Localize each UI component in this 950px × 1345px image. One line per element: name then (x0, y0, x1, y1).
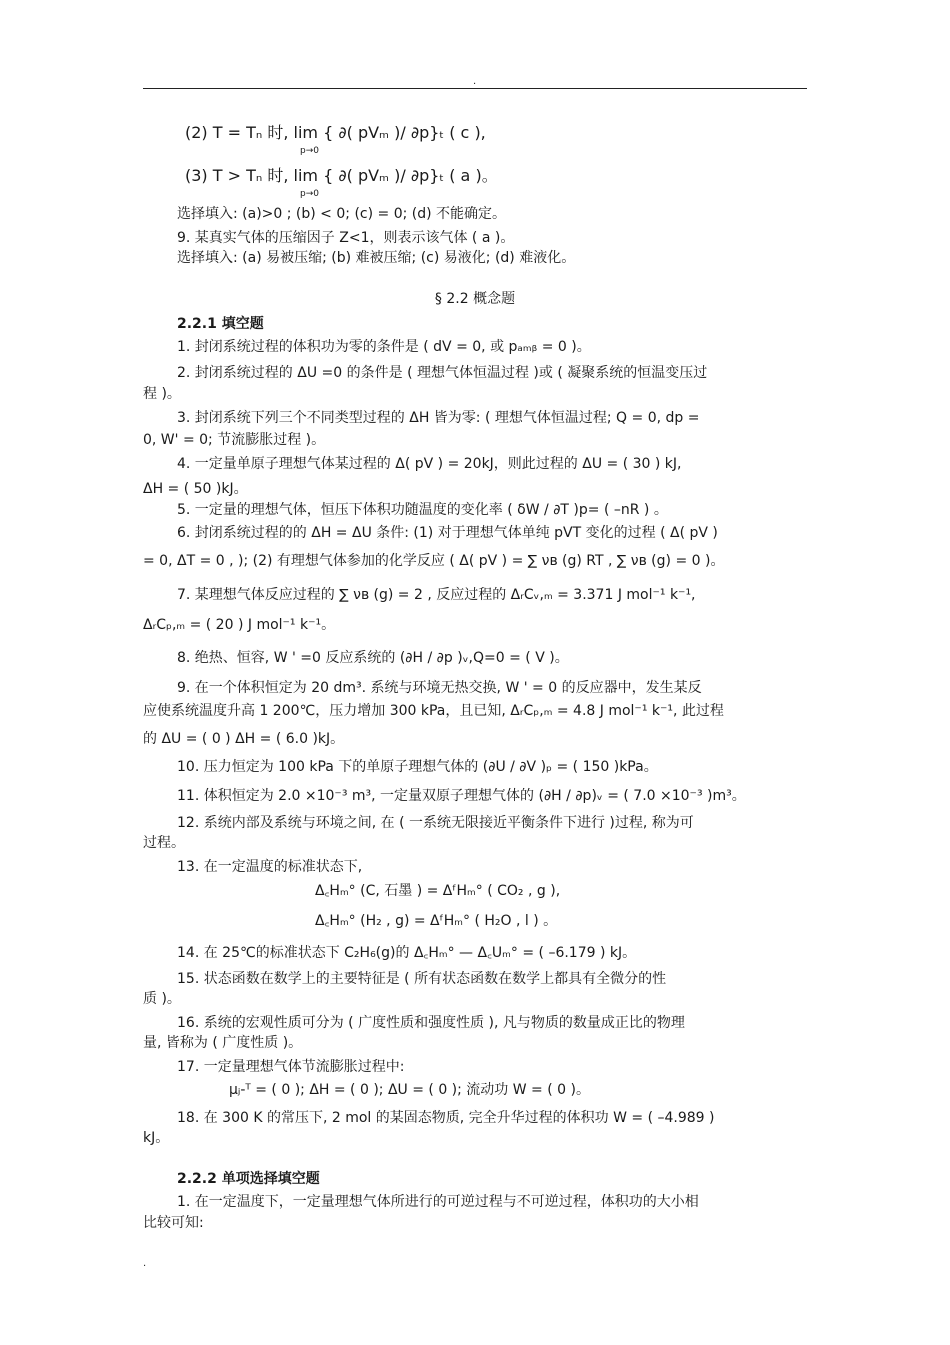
subsection-title-1: 2.2.1 填空题 (177, 316, 264, 332)
header-rule (143, 88, 807, 89)
fill-line: 7. 某理想气体反应过程的 ∑ νʙ (g) = 2 , 反应过程的 ΔᵣCᵥ,ₘ = 3.371 J mol⁻¹ k⁻¹, (177, 587, 696, 603)
choices-2: 选择填入: (a) 易被压缩; (b) 难被压缩; (c) 易液化; (d) 难液化。 (177, 250, 576, 266)
fill-line: 9. 在一个体积恒定为 20 dm³. 系统与环境无热交换, W ' = 0 的反应器中，发生某反 (177, 680, 702, 696)
header-mark: . (473, 76, 477, 87)
choices-1: 选择填入: (a)>0 ; (b) < 0; (c) = 0; (d) 不能确定。 (177, 206, 507, 222)
fill-line: 2. 封闭系统过程的 ΔU =0 的条件是 ( 理想气体恒温过程 )或 ( 凝聚系统的恒温变压过 (177, 365, 708, 381)
lim-sub-2: p→0 (300, 146, 319, 156)
subsection-title-2: 2.2.2 单项选择填空题 (177, 1171, 320, 1187)
fill-line: kJ。 (143, 1130, 170, 1146)
fill-line: 6. 封闭系统过程的的 ΔH = ΔU 条件: (1) 对于理想气体单纯 pVT 变化的过程 ( Δ( pV ) (177, 525, 718, 541)
equation-13a: Δ꜀Hₘ° (C, 石墨 ) = ΔᶠHₘ° ( CO₂ , g ), (315, 883, 561, 899)
choice-line: 比较可知: (143, 1215, 204, 1231)
fill-line: ΔᵣCₚ,ₘ = ( 20 ) J mol⁻¹ k⁻¹。 (143, 617, 336, 633)
fill-line: ΔH = ( 50 )kJ。 (143, 481, 248, 497)
fill-line: 程 )。 (143, 386, 181, 402)
fill-line: 的 ΔU = ( 0 ) ΔH = ( 6.0 )kJ。 (143, 731, 345, 747)
fill-line: 4. 一定量单原子理想气体某过程的 Δ( pV ) = 20kJ，则此过程的 ΔU = ( 30 ) kJ, (177, 456, 682, 472)
equation-13b: Δ꜀Hₘ° (H₂ , g) = ΔᶠHₘ° ( H₂O , l ) 。 (315, 913, 558, 929)
fill-line: 11. 体积恒定为 2.0 ×10⁻³ m³, 一定量双原子理想气体的 (∂H / ∂p)ᵥ = ( 7.0 ×10⁻³ )m³。 (177, 788, 746, 804)
fill-line: 16. 系统的宏观性质可分为 ( 广度性质和强度性质 ), 凡与物质的数量成正比的物理 (177, 1015, 685, 1031)
fill-line: 17. 一定量理想气体节流膨胀过程中: (177, 1059, 405, 1075)
fill-line: 18. 在 300 K 的常压下, 2 mol 的某固态物质, 完全升华过程的体积功 W = ( –4.989 ) (177, 1110, 715, 1126)
fill-line: μⱼ-ᵀ = ( 0 ); ΔH = ( 0 ); ΔU = ( 0 ); 流动功 W = ( 0 )。 (229, 1082, 590, 1098)
choice-line: 1. 在一定温度下，一定量理想气体所进行的可逆过程与不可逆过程，体积功的大小相 (177, 1194, 699, 1210)
fill-line: 过程。 (143, 835, 185, 851)
fill-line: 1. 封闭系统过程的体积功为零的条件是 ( dV = 0, 或 pₐₘᵦ = 0 )。 (177, 339, 591, 355)
fill-line: 14. 在 25℃的标准状态下 C₂H₆(g)的 Δ꜀Hₘ° — Δ꜀Uₘ° = ( –6.179 ) kJ。 (177, 945, 637, 961)
fill-line: 应使系统温度升高 1 200℃，压力增加 300 kPa，且已知, ΔᵣCₚ,ₘ = 4.8 J mol⁻¹ k⁻¹, 此过程 (143, 703, 724, 719)
section-title: § 2.2 概念题 (434, 291, 516, 307)
fill-line: 12. 系统内部及系统与环境之间, 在 ( 一系统无限接近平衡条件下进行 )过程, 称为可 (177, 815, 694, 831)
fill-line: 0, W' = 0; 节流膨胀过程 )。 (143, 432, 326, 448)
fill-line: 10. 压力恒定为 100 kPa 下的单原子理想气体的 (∂U / ∂V )ₚ = ( 150 )kPa。 (177, 759, 658, 775)
fill-line: 质 )。 (143, 991, 181, 1007)
fill-line: 8. 绝热、恒容, W ' =0 反应系统的 (∂H / ∂p )ᵥ,Q=0 = ( V )。 (177, 650, 569, 666)
lim-sub-3: p→0 (300, 189, 319, 199)
fill-line: 15. 状态函数在数学上的主要特征是 ( 所有状态函数在数学上都具有全微分的性 (177, 971, 667, 987)
footer-mark: . (143, 1258, 147, 1269)
item-3: (3) T > Tₙ 时, lim { ∂( pVₘ )/ ∂p}ₜ ( a )。 (185, 166, 498, 185)
item-2: (2) T = Tₙ 时, lim { ∂( pVₘ )/ ∂p}ₜ ( c ), (185, 123, 486, 142)
fill-line: = 0, ΔT = 0 , ); (2) 有理想气体参加的化学反应 ( Δ( pV ) = ∑ νʙ (g) RT , ∑ νʙ (g) = 0 )。 (143, 553, 725, 569)
fill-line: 量, 皆称为 ( 广度性质 )。 (143, 1035, 303, 1051)
question-9: 9. 某真实气体的压缩因子 Z<1，则表示该气体 ( a )。 (177, 230, 515, 246)
fill-line: 13. 在一定温度的标准状态下, (177, 859, 363, 875)
fill-line: 3. 封闭系统下列三个不同类型过程的 ΔH 皆为零: ( 理想气体恒温过程; Q = 0, dp = (177, 410, 700, 426)
fill-line: 5. 一定量的理想气体，恒压下体积功随温度的变化率 ( δW / ∂T )p= ( –nR ) 。 (177, 502, 668, 518)
